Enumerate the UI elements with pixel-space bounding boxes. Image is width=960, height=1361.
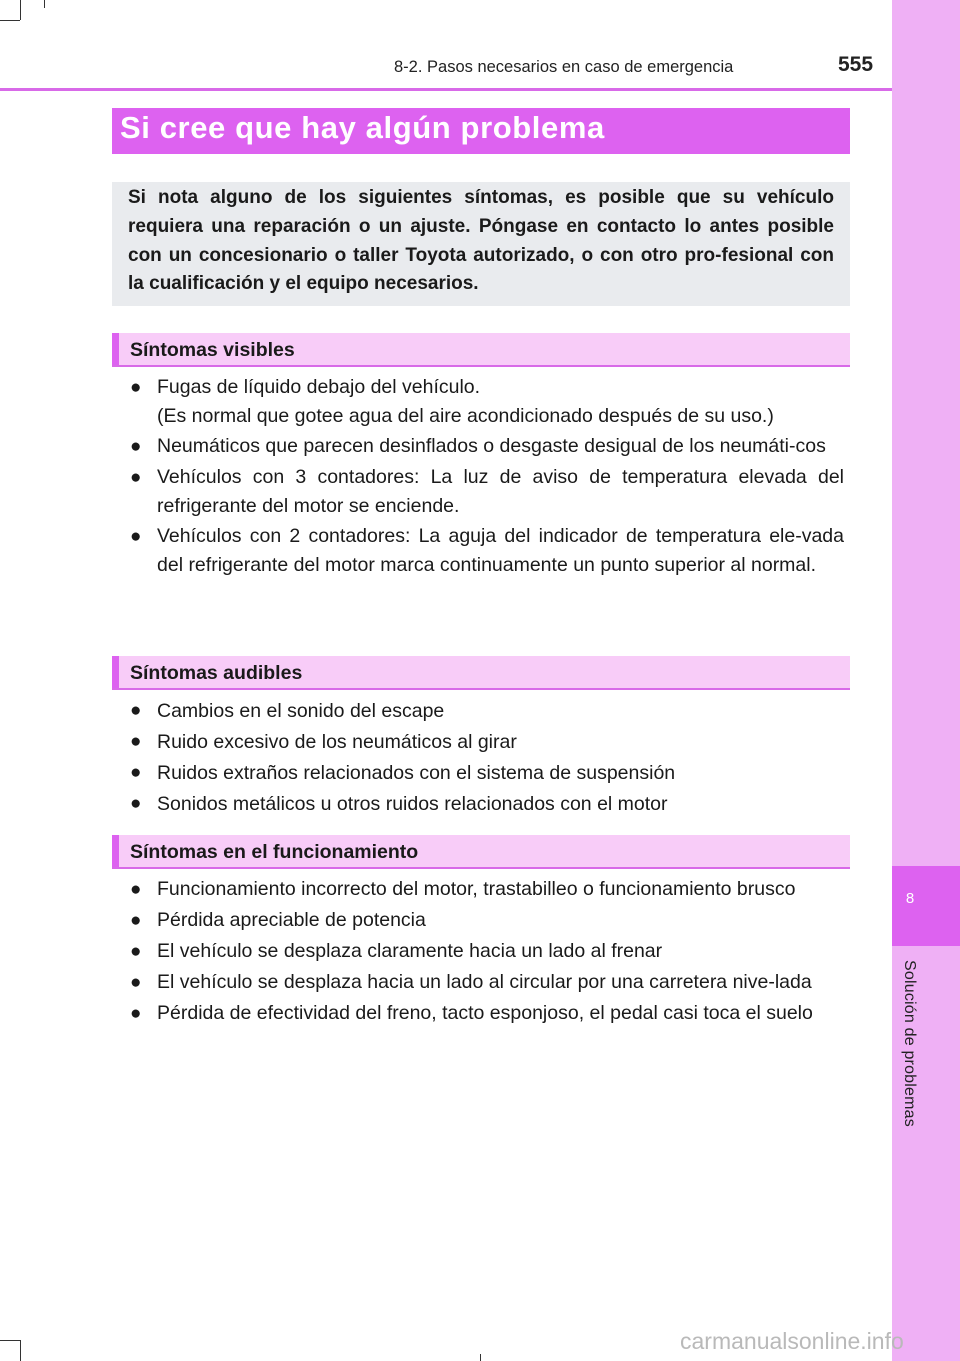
- chapter-number: 8: [905, 890, 915, 907]
- list-item: [130, 463, 844, 521]
- list-item-text: Neumáticos que parecen desinflados o desgaste desigual de los neumáti-cos: [157, 435, 826, 458]
- section-header-operation: [112, 835, 850, 869]
- list-item: [130, 373, 844, 431]
- list-item-text: Funcionamiento incorrecto del motor, trastabilleo o funcionamiento brusco: [157, 878, 796, 900]
- list-item: [130, 999, 844, 1028]
- list-item: [130, 696, 844, 726]
- crop-mark-top-tick: [44, 0, 45, 8]
- crop-mark-bottom-left-v: [20, 1340, 21, 1361]
- header-section-title: 8-2. Pasos necesarios en caso de emergencia: [394, 58, 734, 76]
- list-item: [130, 727, 844, 757]
- list-item-text: Sonidos metálicos u otros ruidos relacionados con el motor: [157, 793, 668, 815]
- list-item-text: Vehículos con 3 contadores: La luz de aviso de temperatura elevada del refrigerante del motor se enciende.: [157, 465, 844, 517]
- header-rule: [0, 88, 892, 91]
- list-item-text: Pérdida apreciable de potencia: [157, 909, 426, 931]
- list-item-text: Fugas de líquido debajo del vehículo.: [157, 376, 481, 398]
- intro-text: Si nota alguno de los siguientes síntomas, es posible que su vehículo requiera una reparación o un ajuste. Póngase en contacto lo antes posible con un concesionario o taller Toyota autorizado, o con otro pro-fesional con la cualificación y el equipo necesarios.: [128, 187, 834, 295]
- visible-symptoms-list: [130, 373, 844, 581]
- list-item: [130, 937, 844, 966]
- list-item-text: Pérdida de efectividad del freno, tacto esponjoso, el pedal casi toca el suelo: [157, 1002, 813, 1024]
- list-item: [130, 758, 844, 788]
- list-item: [130, 875, 844, 904]
- list-item-text: Cambios en el sonido del escape: [157, 700, 445, 722]
- operation-symptoms-list: [130, 875, 844, 1030]
- list-item-text: Ruido excesivo de los neumáticos al girar: [157, 731, 517, 753]
- watermark: carmanualsonline.info: [680, 1328, 904, 1354]
- section-header-visible: [112, 333, 850, 367]
- list-item-text: El vehículo se desplaza claramente hacia un lado al frenar: [157, 940, 663, 962]
- list-item: [130, 432, 844, 461]
- section-header-audible: [112, 656, 850, 690]
- list-item: [130, 906, 844, 935]
- list-item-note: (Es normal que gotee agua del aire acondicionado después de su uso.): [157, 405, 774, 428]
- crop-mark-bottom-left-h: [0, 1340, 20, 1341]
- section-title: Síntomas audibles: [130, 662, 303, 684]
- page-title: Si cree que hay algún problema: [120, 110, 605, 145]
- list-item: [130, 968, 844, 997]
- list-item: [130, 522, 844, 580]
- crop-mark-bottom-tick: [480, 1354, 481, 1361]
- list-item-text: El vehículo se desplaza hacia un lado al circular por una carretera nive-lada: [157, 971, 812, 993]
- list-item: [130, 789, 844, 819]
- crop-mark-top-left-v: [20, 0, 21, 20]
- section-title: Síntomas en el funcionamiento: [130, 841, 419, 863]
- section-title: Síntomas visibles: [130, 339, 295, 361]
- crop-mark-top-left-h: [0, 20, 20, 21]
- chapter-side-band: [892, 0, 960, 1361]
- audible-symptoms-list: [130, 696, 844, 820]
- chapter-title: Solución de problemas: [901, 960, 918, 1127]
- list-item-text: Vehículos con 2 contadores: La aguja del indicador de temperatura ele-vada del refrigerante del motor marca continuamente un punto superior al normal.: [157, 525, 844, 577]
- list-item-text: Ruidos extraños relacionados con el sistema de suspensión: [157, 762, 676, 784]
- page-number: 555: [838, 53, 874, 76]
